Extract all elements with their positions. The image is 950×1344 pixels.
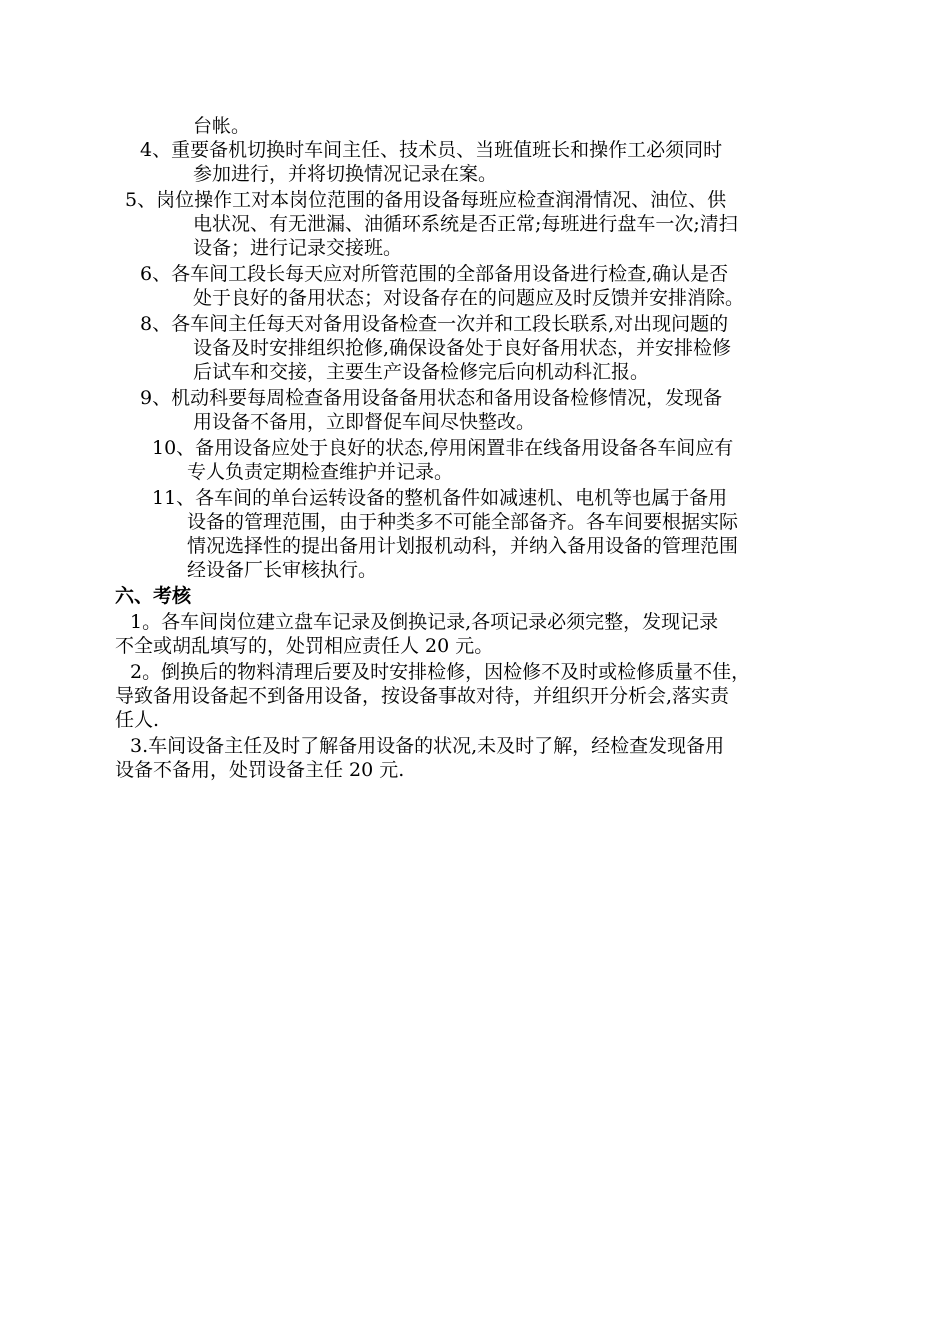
item-8-line-3: 后试车和交接，主要生产设备检修完后向机动科汇报。: [193, 361, 650, 383]
item-10-line-2: 专人负责定期检查维护并记录。: [187, 461, 454, 483]
section-6-heading: 六、考核: [115, 585, 192, 607]
rule-3-line-2: 设备不备用，处罚设备主任 20 元.: [115, 759, 405, 781]
item-4-line-1: 4、重要备机切换时车间主任、技术员、当班值班长和操作工必须同时: [140, 139, 723, 161]
item-4-line-2: 参加进行，并将切换情况记录在案。: [193, 163, 498, 185]
item-5-line-3: 设备；进行记录交接班。: [193, 237, 403, 259]
item-8-line-2: 设备及时安排组织抢修,确保设备处于良好备用状态，并安排检修: [193, 337, 732, 359]
item-9-line-1: 9、机动科要每周检查备用设备备用状态和备用设备检修情况，发现备: [140, 387, 723, 409]
rule-3-line-1: 3.车间设备主任及时了解备用设备的状况,未及时了解，经检查发现备用: [130, 735, 725, 757]
item-5-line-2: 电状况、有无泄漏、油循环系统是否正常;每班进行盘车一次;清扫: [193, 213, 738, 235]
item-6-line-2: 处于良好的备用状态；对设备存在的问题应及时反馈并安排消除。: [193, 287, 745, 309]
item-6-line-1: 6、各车间工段长每天应对所管范围的全部备用设备进行检查,确认是否: [140, 263, 729, 285]
rule-1-line-1: 1。各车间岗位建立盘车记录及倒换记录,各项记录必须完整，发现记录: [130, 611, 719, 633]
item-11-line-4: 经设备厂长审核执行。: [187, 559, 378, 581]
rule-2-line-2: 导致备用设备起不到备用设备，按设备事故对待，并组织开分析会,落实责: [115, 685, 730, 707]
item-5-line-1: 5、岗位操作工对本岗位范围的备用设备每班应检查润滑情况、油位、供: [125, 189, 727, 211]
item-11-line-3: 情况选择性的提出备用计划报机动科，并纳入备用设备的管理范围: [187, 535, 739, 557]
rule-1-line-2: 不全或胡乱填写的，处罚相应责任人 20 元。: [115, 635, 494, 657]
item-10-line-1: 10、备用设备应处于良好的状态,停用闲置非在线备用设备各车间应有: [152, 437, 734, 459]
rule-2-line-3: 任人.: [115, 709, 160, 731]
item-11-line-2: 设备的管理范围，由于种类多不可能全部备齐。各车间要根据实际: [187, 511, 739, 533]
item-9-line-2: 用设备不备用，立即督促车间尽快整改。: [193, 411, 536, 433]
item-3-tail: 台帐。: [193, 115, 251, 137]
rule-2-line-1: 2。倒换后的物料清理后要及时安排检修，因检修不及时或检修质量不佳，: [130, 661, 751, 683]
item-11-line-1: 11、各车间的单台运转设备的整机备件如减速机、电机等也属于备用: [152, 487, 728, 509]
item-8-line-1: 8、各车间主任每天对备用设备检查一次并和工段长联系,对出现问题的: [140, 313, 729, 335]
